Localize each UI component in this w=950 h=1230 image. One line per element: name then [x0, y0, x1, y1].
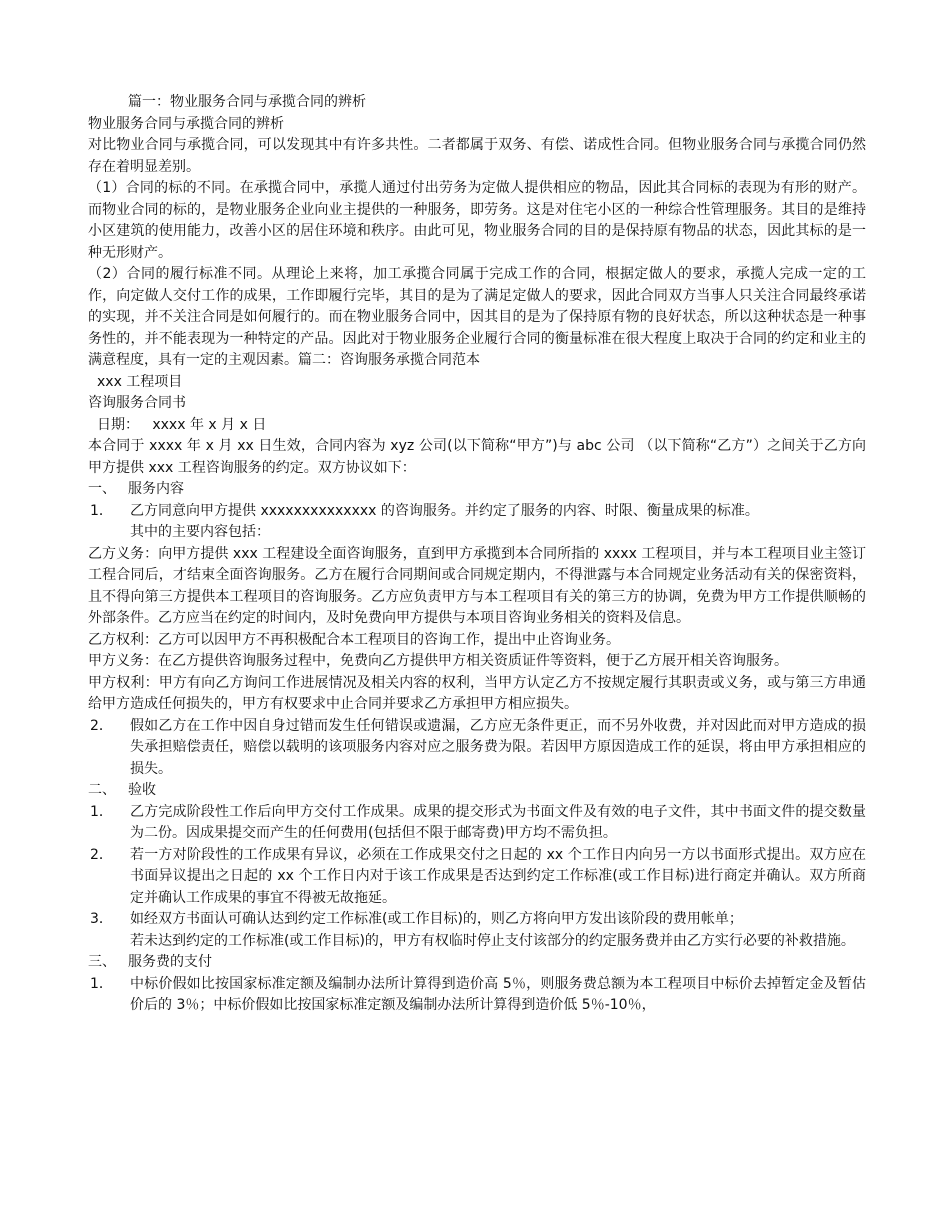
contract-title: 咨询服务合同书: [88, 395, 186, 411]
document-page: [88, 92, 866, 1017]
item-text: 中标价假如比按国家标准定额及编制办法所计算得到造价高 5％，则服务费总额为本工程项目中标价去掉暂定金及暂估价后的 3％；中标价假如比按国家标准定额及编制办法所计算得到造价低 5％-10％，: [130, 975, 866, 1013]
item-text: 乙方完成阶段性工作后向甲方交付工作成果。成果的提交形式为书面文件及有效的电子文件，其中书面文件的提交数量为二份。因成果提交而产生的任何费用(包括但不限于邮寄费)甲方均不需负担。: [130, 803, 866, 841]
yi-duty-paragraph: 乙方义务：向甲方提供 xxx 工程建设全面咨询服务，直到甲方承揽到本合同所指的 xxxx 工程项目，并与本工程项目业主签订工程合同后，才结束全面咨询服务。乙方在履行合同期间或合同规定期内，不得泄露与本合同规定业务活动有关的保密资料，且不得向第三方提供本工程项目的咨询服务。乙方应负责甲方与本工程项目有关的第三方的协调，免费为甲方工作提供顺畅的外部条件。乙方应当在约定的时间内，及时免费向甲方提供与本项目咨询业务相关的资料及信息。: [88, 545, 866, 626]
section-number: 一、: [88, 481, 116, 497]
list-item: [88, 909, 866, 952]
item-number: 1．: [90, 502, 113, 519]
list-item: [88, 845, 866, 910]
doc-title-1: 篇一：物业服务合同与承揽合同的辨析: [128, 94, 366, 110]
point-2-paragraph: （2）合同的履行标准不同。从理论上来将，加工承揽合同属于完成工作的合同，根据定做人的要求，承揽人完成一定的工作，向定做人交付工作的成果，工作即履行完毕，其目的是为了满足定做人的要求，因此合同双方当事人只关注合同最终承诺的实现，并不关注合同是如何履行的。而在物业服务合同中，因其目的是为了保持原有物的良好状态，所以这种状态是一种事务性的，并不能表现为一种特定的产品。因此对于物业服务企业履行合同的衡量标准在很大程度上取决于合同的约定和业主的满意程度，具有一定的主观因素。篇二：咨询服务承揽合同范本: [88, 266, 866, 368]
item-text: 乙方同意向甲方提供 xxxxxxxxxxxxxx 的咨询服务。并约定了服务的内容、时限、衡量成果的标准。: [130, 502, 759, 519]
jia-right-paragraph: 甲方权利：甲方有向乙方询问工作进展情况及相关内容的权利，当甲方认定乙方不按规定履行其职责或义务，或与第三方串通给甲方造成任何损失的，甲方有权要求中止合同并要求乙方承担甲方相应损失。: [88, 674, 866, 712]
item-text: 如经双方书面认可确认达到约定工作标准(或工作目标)的，则乙方将向甲方发出该阶段的费用帐单；: [130, 911, 743, 927]
section-number: 二、: [88, 782, 116, 798]
section-2-heading: [88, 780, 866, 802]
item-text-continued: 若未达到约定的工作标准(或工作目标)的，甲方有权临时停止支付该部分的约定服务费并由乙方实行必要的补救措施。: [130, 932, 855, 949]
item-number: 1．: [90, 975, 113, 992]
item-text-continued: 其中的主要内容包括：: [130, 524, 270, 540]
project-name: xxx 工程项目: [97, 373, 183, 390]
list-item: [88, 802, 866, 845]
item-text: 若一方对阶段性的工作成果有异议，必须在工作成果交付之日起的 xx 个工作日内向另一方以书面形式提出。双方应在书面异议提出之日起的 xx 个工作日内对于该工作成果是否达到约定工作标准(或工作目标)进行商定并确认。双方所商定并确认工作成果的事宜不得被无故拖延。: [130, 846, 866, 906]
preamble-paragraph: 本合同于 xxxx 年 x 月 xx 日生效，合同内容为 xyz 公司(以下简称“甲方”)与 abc 公司 （以下简称“乙方”）之间关于乙方向甲方提供 xxx 工程咨询服务的约定。双方协议如下：: [88, 438, 866, 476]
section-title: 服务内容: [128, 481, 184, 497]
yi-right-paragraph: 乙方权利：乙方可以因甲方不再积极配合本工程项目的咨询工作，提出中止咨询业务。: [88, 631, 620, 648]
intro-paragraph: 对比物业合同与承揽合同，可以发现其中有许多共性。二者都属于双务、有偿、诺成性合同。但物业服务合同与承揽合同仍然存在着明显差别。: [88, 137, 866, 175]
point-1-paragraph: （1）合同的标的不同。在承揽合同中，承揽人通过付出劳务为定做人提供相应的物品，因此其合同标的表现为有形的财产。而物业合同的标的，是物业服务企业向业主提供的一种服务，即劳务。这是对住宅小区的一种综合性管理服务。其目的是维持小区建筑的使用能力，改善小区的居住环境和秩序。由此可见，物业服务合同的目的是保持原有物品的状态，因此其标的是一种无形财产。: [88, 180, 866, 261]
section-3-heading: [88, 952, 866, 974]
item-text: 假如乙方在工作中因自身过错而发生任何错误或遗漏，乙方应无条件更正，而不另外收费，并对因此而对甲方造成的损失承担赔偿责任，赔偿以载明的该项服务内容对应之服务费为限。若因甲方原因造成工作的延误，将由甲方承担相应的损失。: [130, 717, 866, 777]
item-number: 2．: [90, 717, 113, 734]
section-number: 三、: [88, 954, 116, 970]
section-1-heading: [88, 479, 866, 501]
date-label: 日期：: [97, 416, 139, 433]
list-item: [88, 716, 866, 781]
item-number: 2．: [90, 846, 113, 863]
item-number: 3．: [90, 911, 113, 927]
doc-title-repeat: 物业服务合同与承揽合同的辨析: [88, 115, 284, 132]
section-title: 服务费的支付: [128, 954, 212, 970]
section-title: 验收: [128, 782, 156, 798]
list-item: [88, 974, 866, 1017]
jia-duty-paragraph: 甲方义务：在乙方提供咨询服务过程中，免费向乙方提供甲方相关资质证件等资料，便于乙方展开相关咨询服务。: [88, 653, 788, 669]
item-number: 1．: [90, 803, 113, 820]
list-item: [88, 501, 866, 544]
date-line: [88, 415, 866, 437]
date-value: xxxx 年 x 月 x 日: [152, 416, 267, 433]
